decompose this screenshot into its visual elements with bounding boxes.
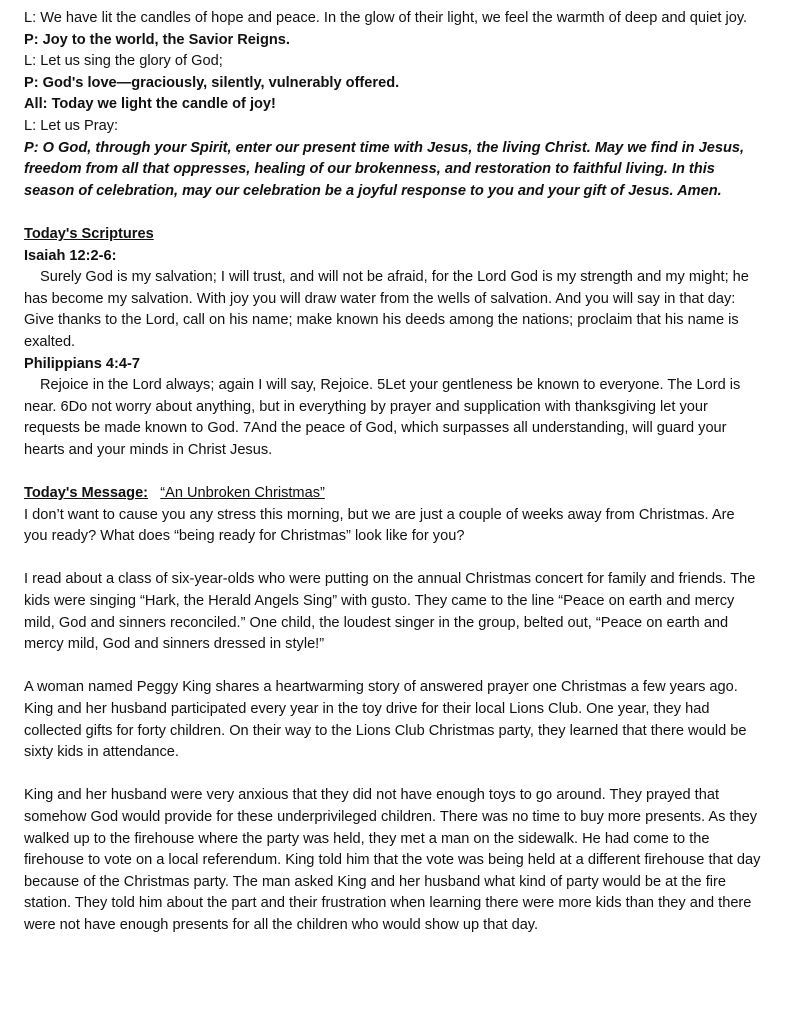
spacer [24,764,761,786]
message-title: “An Unbroken Christmas” [160,485,325,502]
message-paragraph-4: King and her husband were very anxious that they did not have enough toys to go around. They prayed that somehow God would provide for these underprivileged children. There was no time to buy more presents. As they walked up to the firehouse where the party was held, they met a man on the sidewalk. He had come to the firehouse to vote on a local referendum. King told him that the vote was being held at a different firehouse that day because of the Christmas party. The man asked King and her husband what kind of party would be at the fire station. They told him about the part and their frustration when learning there were more kids than they and there were not have enough presents for all the children who would show up that day. [24,787,761,933]
philippians-text: Rejoice in the Lord always; again I will say, Rejoice. 5Let your gentleness be known to everyone. The Lord is near. 6Do not worry about anything, but in everything by prayer and supplication with thanksgiving let your requests be made known to God. 7And the peace of God, which surpasses all understanding, will guard your hearts and your minds in Christ Jesus. [24,377,741,458]
liturgy-people-line-2: P: God's love—graciously, silently, vulnerably offered. [24,74,400,91]
message-paragraph-2: I read about a class of six-year-olds who were putting on the annual Christmas concert for family and friends. The kids were singing “Hark, the Herald Angels Sing” with gusto. They came to the line “Peace on earth and mercy mild, God and sinners reconciled.” One child, the loudest singer in the group, belted out, “Peace on earth and mercy mild, God and sinners dressed in style!” [24,571,756,653]
liturgy-people-line-1: P: Joy to the world, the Savior Reigns. [24,31,290,48]
liturgy-leader-line-3: L: Let us Pray: [24,117,119,134]
spacer [24,202,761,224]
message-heading-line [24,483,761,505]
isaiah-reference: Isaiah 12:2-6: [24,247,117,264]
liturgy-leader-line-1: L: We have lit the candles of hope and peace. In the glow of their light, we feel the warmth of deep and quiet joy. [24,10,748,26]
liturgy-all-line: All: Today we light the candle of joy! [24,96,276,113]
spacer [24,656,761,678]
scriptures-heading: Today's Scriptures [24,225,154,242]
liturgy-leader-line-2: L: Let us sing the glory of God; [24,53,223,70]
message-paragraph-3: A woman named Peggy King shares a heartwarming story of answered prayer one Christmas a few years ago. King and her husband participated every year in the toy drive for their local Lions Club. One year, they had collected gifts for forty children. On their way to the Lions Club Christmas party, they learned that there would be sixty kids in attendance. [24,679,747,761]
liturgy-prayer: P: O God, through your Spirit, enter our present time with Jesus, the living Christ. May we find in Jesus, freedom from all that oppresses, healing of our brokenness, and restoration to faithful living. In this season of celebration, may our celebration be a joyful response to you and your gift of Jesus. Amen. [24,139,745,199]
spacer [24,461,761,483]
message-paragraph-1: I don’t want to cause you any stress this morning, but we are just a couple of weeks away from Christmas. Are you ready? What does “being ready for Christmas” look like for you? [24,506,735,545]
spacer [24,548,761,570]
isaiah-text: Surely God is my salvation; I will trust, and will not be afraid, for the Lord God is my strength and my might; he has become my salvation. With joy you will draw water from the wells of salvation. And you will say in that day: Give thanks to the Lord, call on his name; make known his deeds among the nations; proclaim that his name is exalted. [24,269,749,350]
philippians-reference: Philippians 4:4-7 [24,355,140,372]
message-heading: Today's Message: [24,485,149,502]
